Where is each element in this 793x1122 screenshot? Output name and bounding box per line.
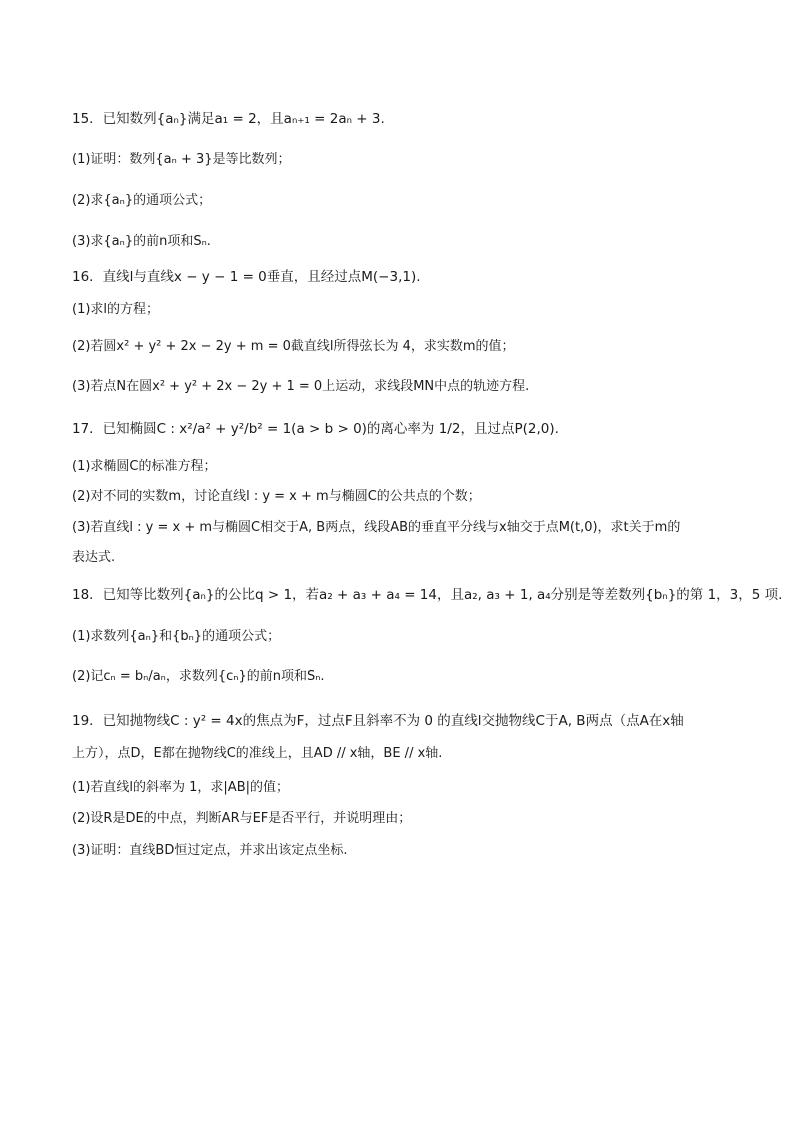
problem-18-part-1: (1)求数列{aₙ}和{bₙ}的通项公式；: [72, 629, 281, 644]
problem-15-stem: 15．已知数列{aₙ}满足a₁ = 2，且aₙ₊₁ = 2aₙ + 3.: [72, 111, 385, 127]
problem-18-part-2: (2)记cₙ = bₙ/aₙ，求数列{cₙ}的前n项和Sₙ.: [72, 669, 325, 684]
problem-16-part-1: (1)求l的方程；: [72, 302, 160, 317]
problem-17-part-3-cont: 表达式.: [72, 550, 116, 565]
problem-19-part-2: (2)设R是DE的中点，判断AR与EF是否平行，并说明理由；: [72, 811, 412, 826]
problem-17-part-2: (2)对不同的实数m，讨论直线l : y = x + m与椭圆C的公共点的个数；: [72, 489, 481, 504]
problem-17-part-3: (3)若直线l : y = x + m与椭圆C相交于A, B两点，线段AB的垂直平分线与x轴交于点M(t,0)，求t关于m的: [72, 520, 681, 535]
problem-16-stem: 16．直线l与直线x − y − 1 = 0垂直，且经过点M(−3,1).: [72, 269, 421, 285]
problem-17-part-1: (1)求椭圆C的标准方程；: [72, 459, 217, 474]
problem-15-part-3: (3)求{aₙ}的前n项和Sₙ.: [72, 234, 211, 249]
problem-19-part-3: (3)证明：直线BD恒过定点，并求出该定点坐标.: [72, 843, 348, 858]
problem-18-stem: 18．已知等比数列{aₙ}的公比q > 1，若a₂ + a₃ + a₄ = 14，且a₂, a₃ + 1, a₄分别是等差数列{bₙ}的第 1，3，5 项.: [72, 587, 783, 603]
problem-19-part-1: (1)若直线l的斜率为 1，求|AB|的值；: [72, 780, 290, 795]
problem-17-stem: 17．已知椭圆C : x²/a² + y²/b² = 1(a > b > 0)的离心率为 1/2，且过点P(2,0).: [72, 421, 559, 437]
problem-19-stem: 19．已知抛物线C : y² = 4x的焦点为F，过点F且斜率不为 0 的直线l交抛物线C于A, B两点（点A在x轴: [72, 713, 684, 729]
problem-19-stem-cont: 上方），点D，E都在抛物线C的准线上，且AD // x轴，BE // x轴.: [72, 746, 443, 761]
problem-15-part-1: (1)证明：数列{aₙ + 3}是等比数列；: [72, 152, 291, 167]
problem-16-part-2: (2)若圆x² + y² + 2x − 2y + m = 0截直线l所得弦长为 4，求实数m的值；: [72, 339, 515, 354]
problem-15-part-2: (2)求{aₙ}的通项公式；: [72, 193, 212, 208]
problem-16-part-3: (3)若点N在圆x² + y² + 2x − 2y + 1 = 0上运动，求线段MN中点的轨迹方程.: [72, 379, 530, 394]
